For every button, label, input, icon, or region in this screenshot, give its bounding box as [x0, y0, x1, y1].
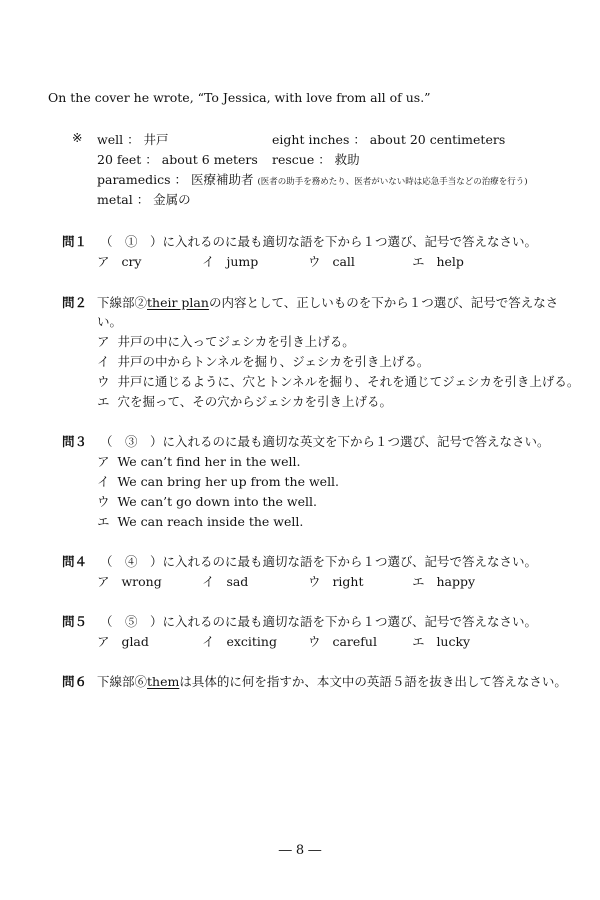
option-text: careful — [332, 634, 377, 649]
option-c — [308, 572, 364, 590]
option-text: glad — [121, 634, 149, 649]
question-text-post: の内容として、正しいものを下から１つ選び、記号で答えなさ — [208, 295, 559, 310]
question-text: （ ① ）に入れるのに最も適切な語を下から１つ選び、記号で答えなさい。 — [100, 234, 538, 249]
option-b — [97, 472, 339, 490]
question-text — [97, 672, 567, 690]
option-mark: イ — [202, 574, 215, 589]
option-text: call — [332, 254, 355, 269]
question-label: 問１ — [62, 234, 88, 249]
option-text: 井戸の中からトンネルを掘り、ジェシカを引き上げる。 — [117, 354, 430, 369]
glossary-mark: ※ — [72, 130, 83, 145]
option-mark: エ — [412, 574, 425, 589]
option-mark: エ — [97, 514, 110, 529]
option-a — [97, 452, 300, 470]
option-b — [202, 252, 258, 270]
option-text: sad — [226, 574, 249, 589]
option-a — [97, 572, 162, 590]
option-b — [202, 632, 277, 650]
option-mark: エ — [97, 394, 110, 409]
option-a — [97, 632, 149, 650]
glossary-metal: metal ： 金属の — [97, 192, 191, 207]
glossary-well: well ： 井戸 — [97, 132, 169, 147]
option-text: We can reach inside the well. — [117, 514, 304, 529]
option-mark: イ — [97, 474, 110, 489]
question-text-pre: 下線部② — [97, 295, 148, 310]
option-text: help — [436, 254, 464, 269]
option-d — [412, 572, 475, 590]
option-mark: ウ — [308, 634, 321, 649]
option-c — [308, 252, 355, 270]
option-a — [97, 252, 141, 270]
underlined-phrase: them — [147, 674, 180, 689]
option-text: 井戸に通じるように、穴とトンネルを掘り、それを通じてジェシカを引き上げる。 — [117, 374, 580, 389]
option-text: We can’t find her in the well. — [117, 454, 301, 469]
question-text: （ ④ ）に入れるのに最も適切な語を下から１つ選び、記号で答えなさい。 — [100, 554, 538, 569]
option-c — [308, 632, 377, 650]
option-text: wrong — [121, 574, 162, 589]
glossary-paramedics-term: paramedics ： 医療補助者 — [97, 172, 254, 187]
glossary-paramedics-note: (医者の助手を務めたり、医者がいない時は応急手当などの治療を行う) — [257, 177, 528, 187]
question-text — [97, 293, 558, 311]
option-d — [412, 632, 470, 650]
option-mark: ア — [97, 454, 110, 469]
option-mark: ア — [97, 634, 110, 649]
option-c — [97, 372, 579, 390]
option-mark: エ — [412, 634, 425, 649]
option-text: happy — [436, 574, 476, 589]
question-text: （ ⑤ ）に入れるのに最も適切な語を下から１つ選び、記号で答えなさい。 — [100, 614, 538, 629]
option-mark: ウ — [308, 254, 321, 269]
question-label: 問３ — [62, 434, 88, 449]
question-label: 問５ — [62, 614, 88, 629]
option-mark: イ — [202, 254, 215, 269]
option-mark: ウ — [97, 494, 110, 509]
glossary-inches: eight inches ： about 20 centimeters — [272, 132, 506, 147]
question-text-continued: い。 — [97, 314, 123, 329]
question-label: 問６ — [62, 674, 88, 689]
option-c — [97, 492, 317, 510]
question-label: 問２ — [62, 295, 88, 310]
option-b — [97, 352, 429, 370]
option-text: exciting — [226, 634, 277, 649]
option-mark: ア — [97, 574, 110, 589]
intro-line: On the cover he wrote, “To Jessica, with love from all of us.” — [48, 90, 431, 105]
question-text-pre: 下線部⑥ — [97, 674, 148, 689]
option-mark: イ — [97, 354, 110, 369]
option-mark: ウ — [308, 574, 321, 589]
option-text: right — [332, 574, 364, 589]
question-text: （ ③ ）に入れるのに最も適切な英文を下から１つ選び、記号で答えなさい。 — [100, 434, 550, 449]
glossary-paramedics — [97, 170, 528, 188]
option-mark: ア — [97, 254, 110, 269]
option-b — [202, 572, 248, 590]
option-mark: ア — [97, 334, 110, 349]
question-text-post: は具体的に何を指すか、本文中の英語５語を抜き出して答えなさい。 — [179, 674, 567, 689]
option-text: jump — [226, 254, 259, 269]
page-number: ― 8 ― — [278, 843, 322, 858]
option-text: cry — [121, 254, 142, 269]
option-mark: イ — [202, 634, 215, 649]
glossary-feet: 20 feet ： about 6 meters — [97, 152, 258, 167]
option-mark: ウ — [97, 374, 110, 389]
underlined-phrase: their plan — [147, 295, 209, 310]
glossary-rescue: rescue ： 救助 — [272, 152, 360, 167]
option-mark: エ — [412, 254, 425, 269]
option-text: We can’t go down into the well. — [117, 494, 317, 509]
option-text: 井戸の中に入ってジェシカを引き上げる。 — [117, 334, 355, 349]
question-label: 問４ — [62, 554, 88, 569]
option-d — [97, 512, 303, 530]
option-a — [97, 332, 355, 350]
option-d — [97, 392, 392, 410]
option-text: We can bring her up from the well. — [117, 474, 340, 489]
option-text: 穴を掘って、その穴からジェシカを引き上げる。 — [117, 394, 392, 409]
option-d — [412, 252, 464, 270]
option-text: lucky — [436, 634, 471, 649]
